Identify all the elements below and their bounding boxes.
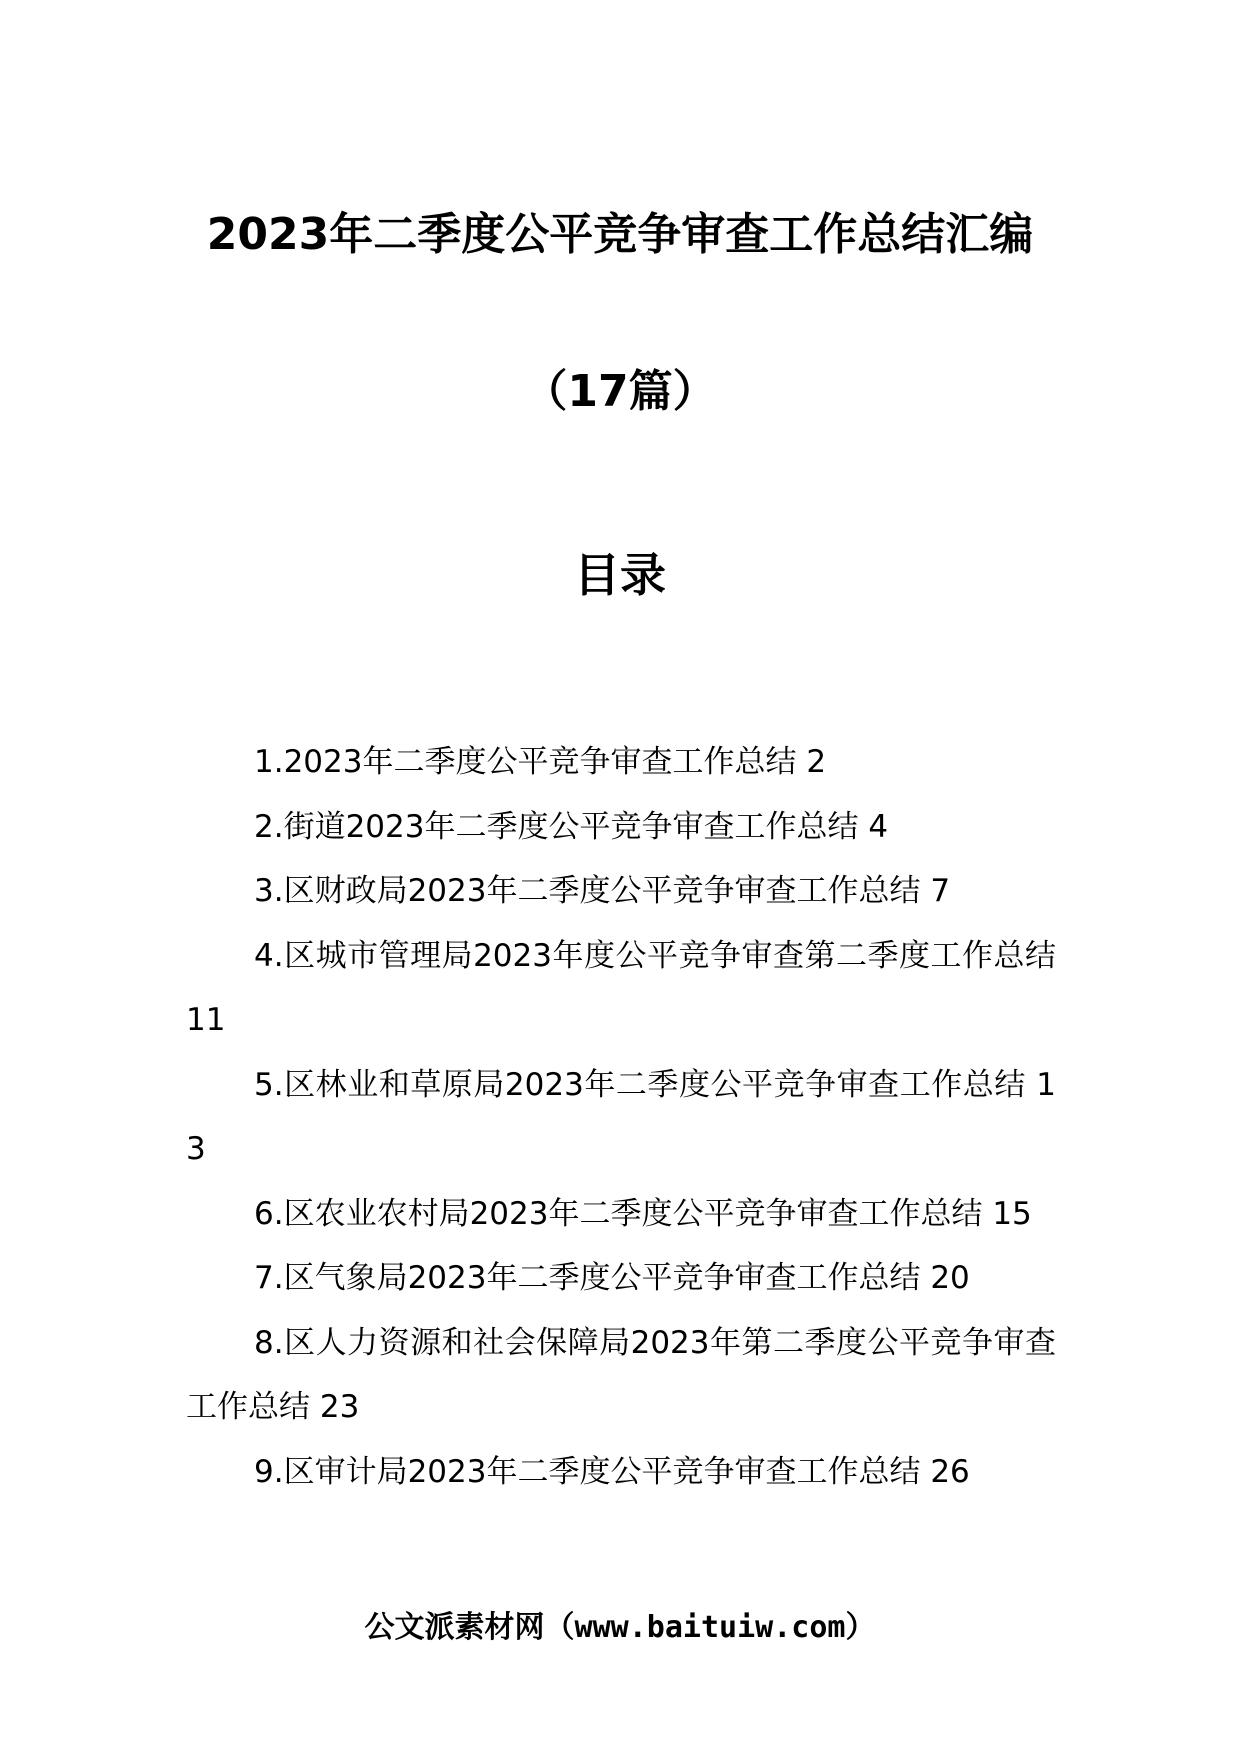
toc-item-6[interactable]: 6.区农业农村局2023年二季度公平竞争审查工作总结 15 xyxy=(254,1195,1032,1232)
toc-item-4[interactable]: 4.区城市管理局2023年度公平竞争审查第二季度工作总结 11 xyxy=(186,937,1056,1038)
footer-watermark xyxy=(0,1608,1240,1648)
document-subtitle: （17篇） xyxy=(523,366,717,417)
toc-item-3[interactable]: 3.区财政局2023年二季度公平竞争审查工作总结 7 xyxy=(254,873,951,909)
toc-heading: 目录 xyxy=(574,548,666,602)
footer-url[interactable]: www.baituiw.com xyxy=(574,1610,846,1645)
toc-item-1[interactable]: 1.2023年二季度公平竞争审查工作总结 2 xyxy=(254,744,827,780)
toc-item-8[interactable]: 8.区人力资源和社会保障局2023年第二季度公平竞争审查工作总结 23 xyxy=(186,1324,1056,1425)
toc-item-2[interactable]: 2.街道2023年二季度公平竞争审查工作总结 4 xyxy=(254,808,889,845)
footer-site-name: 公文派素材网 xyxy=(364,1610,545,1645)
footer-paren-close: ） xyxy=(845,1610,876,1645)
toc-item-9[interactable]: 9.区审计局2023年二季度公平竞争审查工作总结 26 xyxy=(254,1453,970,1490)
toc-item-5[interactable]: 5.区林业和草原局2023年二季度公平竞争审查工作总结 13 xyxy=(186,1066,1056,1167)
document-title: 2023年二季度公平竞争审查工作总结汇编 xyxy=(206,209,1034,260)
toc-item-7[interactable]: 7.区气象局2023年二季度公平竞争审查工作总结 20 xyxy=(254,1260,970,1296)
footer-paren-open: （ xyxy=(544,1610,575,1645)
table-of-contents xyxy=(186,730,1056,1504)
